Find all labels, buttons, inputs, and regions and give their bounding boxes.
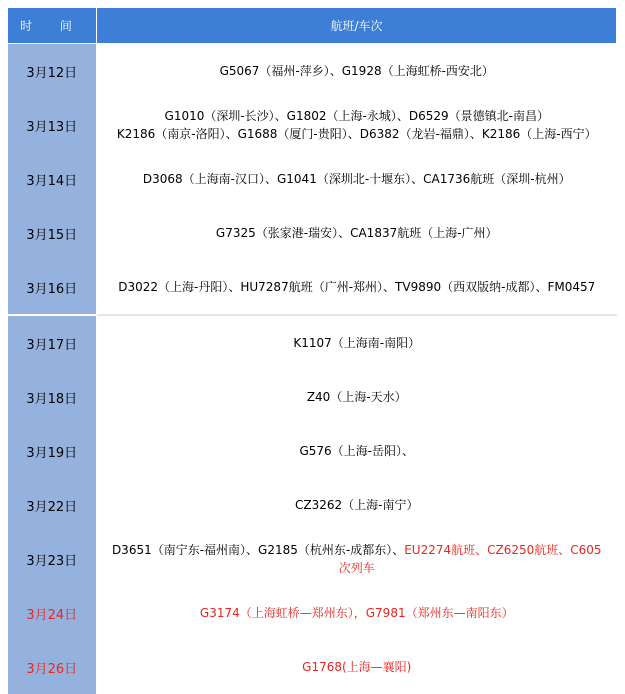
table-row	[8, 260, 617, 315]
table-row	[8, 315, 617, 370]
route-line: G576（上海-岳阳）、	[299, 444, 415, 458]
date-cell: 3月15日	[8, 206, 97, 260]
date-cell: 3月23日	[8, 532, 97, 586]
schedule-table	[7, 7, 617, 694]
route-cell	[97, 478, 617, 532]
date-cell: 3月19日	[8, 424, 97, 478]
route-cell	[97, 152, 617, 206]
date-cell: 3月22日	[8, 478, 97, 532]
table-row	[8, 424, 617, 478]
table-row	[8, 206, 617, 260]
route-cell	[97, 532, 617, 586]
header-time: 时 间	[8, 8, 97, 44]
route-line: K2186（南京-洛阳）、G1688（厦门-贵阳）、D6382（龙岩-福鼎）、K2186（上海-西宁）	[116, 127, 597, 141]
table-row	[8, 44, 617, 99]
route-cell	[97, 424, 617, 478]
route-line: G3174（上海虹桥—郑州东），G7981（郑州东—南阳东）	[199, 606, 514, 620]
table-row	[8, 640, 617, 694]
date-cell: 3月12日	[8, 44, 97, 99]
table-row	[8, 478, 617, 532]
route-line: G7325（张家港-瑞安）、CA1837航班（上海-广州）	[215, 226, 498, 240]
header-row	[8, 8, 617, 44]
date-cell: 3月16日	[8, 260, 97, 315]
table-row	[8, 152, 617, 206]
route-cell	[97, 44, 617, 99]
date-cell: 3月13日	[8, 98, 97, 152]
date-cell: 3月14日	[8, 152, 97, 206]
route-line-highlight: 次列车	[338, 561, 375, 575]
route-line: G1010（深圳-长沙）、G1802（上海-永城）、D6529（景德镇北-南昌）	[164, 109, 549, 123]
route-cell	[97, 315, 617, 370]
route-line: G1768(上海—襄阳)	[302, 660, 412, 674]
route-line: D3651（南宁东-福州南）、G2185（杭州东-成都东）、	[111, 543, 405, 557]
route-cell	[97, 586, 617, 640]
route-cell	[97, 98, 617, 152]
header-route: 航班/车次	[97, 8, 617, 44]
route-cell	[97, 260, 617, 315]
table-row	[8, 370, 617, 424]
route-line: Z40（上海-天水）	[306, 390, 407, 404]
route-cell	[97, 206, 617, 260]
route-line: G5067（福州-萍乡）、G1928（上海虹桥-西安北）	[219, 64, 494, 78]
route-line-highlight: EU2274航班、CZ6250航班、C605	[404, 543, 602, 557]
date-cell: 3月24日	[8, 586, 97, 640]
route-line: CZ3262（上海-南宁）	[295, 498, 419, 512]
route-cell	[97, 640, 617, 694]
route-cell	[97, 370, 617, 424]
date-cell: 3月17日	[8, 315, 97, 370]
date-cell: 3月26日	[8, 640, 97, 694]
table-row	[8, 98, 617, 152]
date-cell: 3月18日	[8, 370, 97, 424]
route-line: D3068（上海南-汉口）、G1041（深圳北-十堰东）、CA1736航班（深圳-杭州）	[142, 172, 571, 186]
table-row	[8, 586, 617, 640]
route-line: K1107（上海南-南阳）	[293, 336, 421, 350]
route-line: D3022（上海-丹阳）、HU7287航班（广州-郑州）、TV9890（西双版纳-成都）、FM0457	[118, 280, 596, 294]
table-row	[8, 532, 617, 586]
